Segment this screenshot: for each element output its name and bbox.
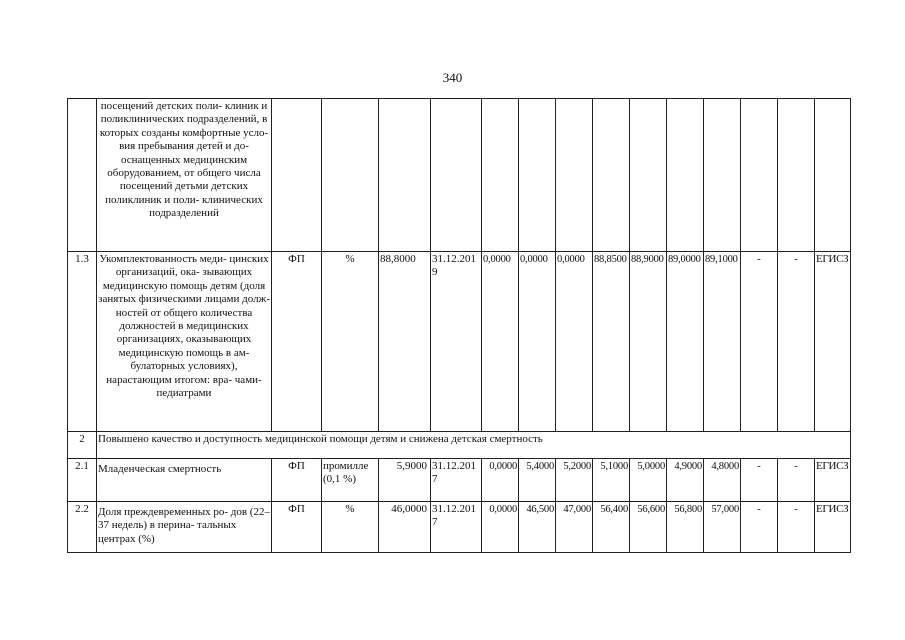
value-cell: 89,1000 xyxy=(704,252,741,432)
value-cell: 5,0000 xyxy=(630,459,667,502)
dash-cell xyxy=(741,99,778,252)
unit: % xyxy=(322,502,379,553)
value-cell xyxy=(593,99,630,252)
data-source: ЕГИСЗ xyxy=(815,459,851,502)
value-cell xyxy=(667,99,704,252)
indicator-type: ФП xyxy=(272,502,322,553)
value-cell: 46,500 xyxy=(519,502,556,553)
indicator-name: посещений детских поли- клиник и поликлинических подразделений, в которых созданы комфортные усло- вия пребывания детей и до- оснащенных медицинским оборудованием, от общего числа посещений детьми детских поликлиник и поли- клинических подразделений xyxy=(97,99,272,252)
unit: промилле (0,1 %) xyxy=(322,459,379,502)
row-number: 2.1 xyxy=(68,459,97,502)
data-source: ЕГИСЗ xyxy=(815,502,851,553)
page-number: 340 xyxy=(442,70,463,85)
indicator-name: Укомплектованность меди- цинских организаций, ока- зывающих медицинскую помощь детям (доля занятых физическими лицами долж- ностей от общего количества должностей в медицинских организациях, оказывающих медицинскую помощь в ам- булаторных условиях), нарастающим итогом: вра- чами-педиатрами xyxy=(97,252,272,432)
table-row xyxy=(68,252,851,432)
value-cell: 47,000 xyxy=(556,502,593,553)
base-date xyxy=(431,99,482,252)
indicator-type xyxy=(272,99,322,252)
value-cell: 88,9000 xyxy=(630,252,667,432)
value-cell xyxy=(630,99,667,252)
dash-cell: - xyxy=(741,459,778,502)
data-source xyxy=(815,99,851,252)
indicator-type: ФП xyxy=(272,459,322,502)
value-cell: 5,1000 xyxy=(593,459,630,502)
row-number: 2.2 xyxy=(68,502,97,553)
value-cell: 0,0000 xyxy=(482,252,519,432)
value-cell xyxy=(482,99,519,252)
table-row xyxy=(68,99,851,252)
indicator-name: Доля преждевременных ро- дов (22–37 недель) в перина- тальных центрах (%) xyxy=(97,502,272,553)
value-cell: 5,4000 xyxy=(519,459,556,502)
base-value: 88,8000 xyxy=(379,252,431,432)
unit: % xyxy=(322,252,379,432)
value-cell: 4,9000 xyxy=(667,459,704,502)
value-cell xyxy=(556,99,593,252)
value-cell: 0,0000 xyxy=(482,459,519,502)
base-value: 46,0000 xyxy=(379,502,431,553)
base-date: 31.12.2017 xyxy=(431,459,482,502)
value-cell: 5,2000 xyxy=(556,459,593,502)
value-cell: 0,0000 xyxy=(519,252,556,432)
value-cell: 56,400 xyxy=(593,502,630,553)
unit xyxy=(322,99,379,252)
value-cell: 4,8000 xyxy=(704,459,741,502)
value-cell: 57,000 xyxy=(704,502,741,553)
base-date: 31.12.2019 xyxy=(431,252,482,432)
base-date: 31.12.2017 xyxy=(431,502,482,553)
indicators-table xyxy=(67,98,851,553)
value-cell: 88,8500 xyxy=(593,252,630,432)
value-cell: 0,0000 xyxy=(482,502,519,553)
row-number xyxy=(68,99,97,252)
dash-cell: - xyxy=(741,502,778,553)
value-cell xyxy=(519,99,556,252)
value-cell: 56,600 xyxy=(630,502,667,553)
dash-cell: - xyxy=(741,252,778,432)
dash-cell: - xyxy=(778,252,815,432)
base-value xyxy=(379,99,431,252)
value-cell: 56,800 xyxy=(667,502,704,553)
base-value: 5,9000 xyxy=(379,459,431,502)
table-row xyxy=(68,459,851,502)
dash-cell: - xyxy=(778,459,815,502)
indicator-name: Младенческая смертность xyxy=(97,459,272,502)
dash-cell: - xyxy=(778,502,815,553)
row-number: 1.3 xyxy=(68,252,97,432)
section-title: Повышено качество и доступность медицинской помощи детям и снижена детская смертность xyxy=(97,432,851,459)
dash-cell xyxy=(778,99,815,252)
section-number: 2 xyxy=(68,432,97,459)
value-cell: 89,0000 xyxy=(667,252,704,432)
value-cell: 0,0000 xyxy=(556,252,593,432)
value-cell xyxy=(704,99,741,252)
data-source: ЕГИСЗ xyxy=(815,252,851,432)
section-row xyxy=(68,432,851,459)
table-row xyxy=(68,502,851,553)
indicator-type: ФП xyxy=(272,252,322,432)
